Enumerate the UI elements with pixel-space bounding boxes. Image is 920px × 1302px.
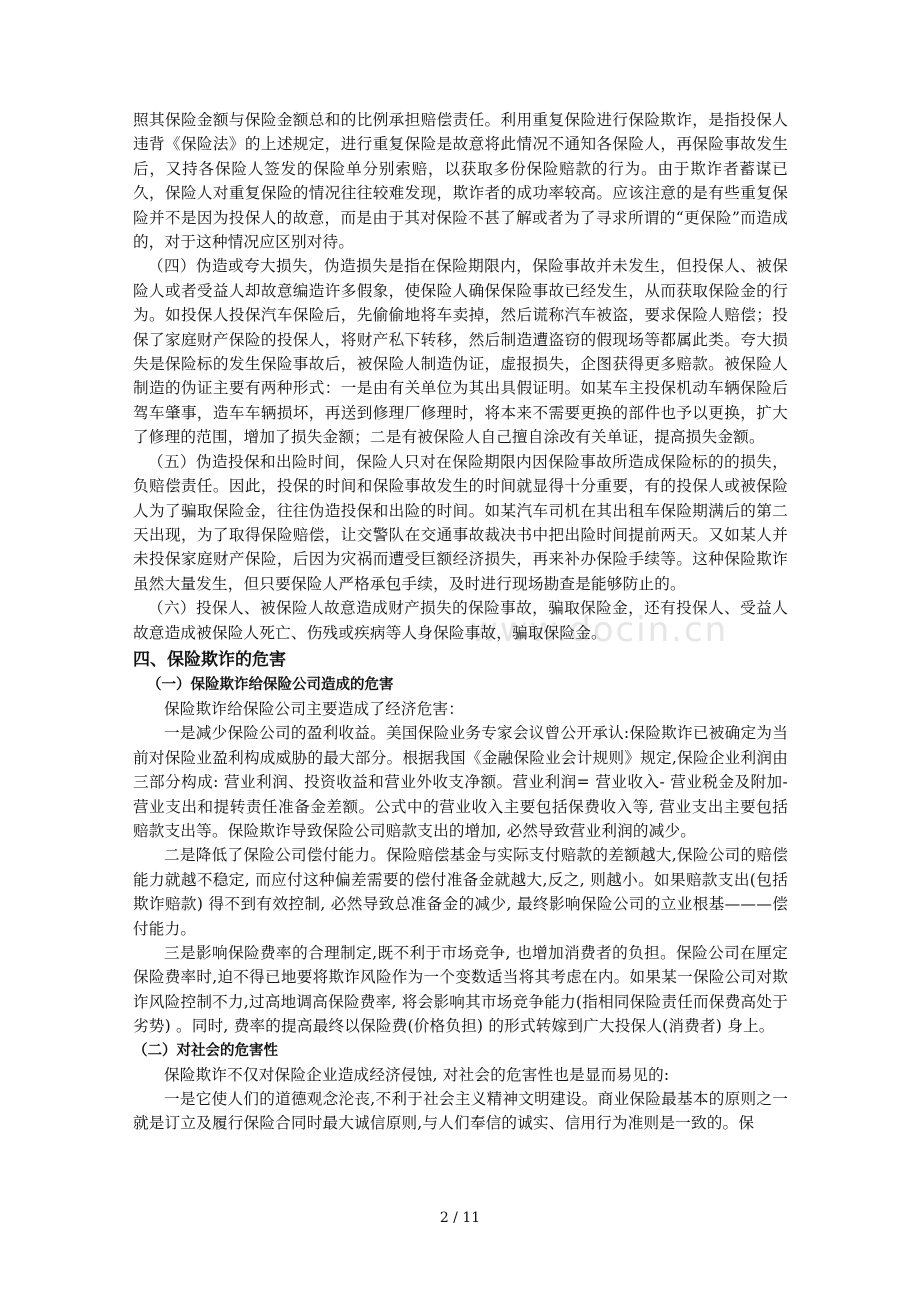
paragraph-item-5: （五）伪造投保和出险时间，保险人只对在保险期限内因保险事故所造成保险标的的损失，负赔偿责任。因此，投保的时间和保险事故发生的时间就显得十分重要，有的投保人或被保险人为了骗取保险金，往往伪造投保和出险的时间。如某汽车司机在其出租车保险期满后的第二天出现，为了取得保险赔偿，让交警队在交通事故裁决书中把出险时间提前两天。又如某人并未投保家庭财产保险，后因为灾祸而遭受巨额经济损失，再来补办保险手续等。这种保险欺诈虽然大量发生，但只要保险人严格承包手续，及时进行现场勘查是能够防止的。 bbox=[133, 452, 788, 593]
document-page bbox=[133, 108, 788, 1136]
subsection-heading-1: （一）保险欺诈给保险公司造成的危害 bbox=[147, 676, 394, 693]
paragraph-sub2-intro: 保险欺诈不仅对保险企业造成经济侵蚀, 对社会的危害性也是显而易见的: bbox=[164, 1065, 670, 1084]
page-number: 2 / 11 bbox=[439, 1210, 481, 1226]
paragraph-sub1-intro: 保险欺诈给保险公司主要造成了经济危害： bbox=[164, 699, 465, 718]
paragraph-sub1-point1: 一是减少保险公司的盈利收益。美国保险业务专家会议曾公开承认:保险欺诈已被确定为当前对保险业盈利构成威胁的最大部分。根据我国《金融保险业会计规则》规定,保险企业利润由三部分构成: 营业利润、投资收益和营业外收支净额。营业利润= 营业收入- 营业税金及附加- 营业支出和提转责任准备金差额。公式中的营业收入主要包括保费收入等, 营业支出主要包括赔款支出等。保险欺诈导致保险公司赔款支出的增加, 必然导致营业利润的减少。 bbox=[133, 724, 788, 840]
paragraph-continuation: 照其保险金额与保险金额总和的比例承担赔偿责任。利用重复保险进行保险欺诈，是指投保人违背《保险法》的上述规定，进行重复保险是故意将此情况不通知各保险人，再保险事故发生后，又持各保险人签发的保险单分别索赔，以获取多份保险赔款的行为。由于欺诈者蓄谋已久，保险人对重复保险的情况往往较难发现，欺诈者的成功率较高。应该注意的是有些重复保险并不是因为投保人的故意，而是由于其对保险不甚了解或者为了寻求所谓的“更保险”而造成的，对于这种情况应区别对待。 bbox=[133, 111, 788, 252]
subsection-heading-2: （二）对社会的危害性 bbox=[133, 1042, 278, 1059]
paragraph-sub1-point3: 三是影响保险费率的合理制定,既不利于市场竞争, 也增加消费者的负担。保险公司在厘定保险费率时,迫不得已地要将欺诈风险作为一个变数适当将其考虑在内。如果某一保险公司对欺诈风险控制不力,过高地调高保险费率, 将会影响其市场竞争能力(指相同保险责任而保费高处于劣势) 。同时, 费率的提高最终以保险费(价格负担) 的形式转嫁到广大投保人(消费者) 身上。 bbox=[133, 944, 788, 1036]
paragraph-sub2-point1: 一是它使人们的道德观念沦丧,不利于社会主义精神文明建设。商业保险最基本的原则之一就是订立及履行保险合同时最大诚信原则,与人们奉信的诚实、信用行为准则是一致的。保 bbox=[133, 1090, 788, 1133]
paragraph-item-6: （六）投保人、被保险人故意造成财产损失的保险事故，骗取保险金，还有投保人、受益人故意造成被保险人死亡、伤残或疾病等人身保险事故，骗取保险金。 bbox=[133, 599, 788, 642]
paragraph-item-4: （四）伪造或夸大损失，伪造损失是指在保险期限内，保险事故并未发生，但投保人、被保险人或者受益人却故意编造许多假象，使保险人确保保险事故已经发生，从而获取保险金的行为。如投保人投保汽车保险后，先偷偷地将车卖掉，然后谎称汽车被盗，要求保险人赔偿；投保了家庭财产保险的投保人，将财产私下转移，然后制造遭盗窃的假现场等都属此类。夸大损失是保险标的发生保险事故后，被保险人制造伪证，虚报损失，企图获得更多赔款。被保险人制造的伪证主要有两种形式：一是由有关单位为其出具假证明。如某车主投保机动车辆保险后驾车肇事，造车车辆损坏，再送到修理厂修理时，将本来不需要更换的部件也予以更换，扩大了修理的范围，增加了损失金额；二是有被保险人自己擅自涂改有关单证，提高损失金额。 bbox=[133, 257, 788, 447]
watermark: www.docin.cn bbox=[470, 610, 729, 650]
section-heading-4: 四、保险欺诈的危害 bbox=[133, 649, 286, 670]
paragraph-sub1-point2: 二是降低了保险公司偿付能力。保险赔偿基金与实际支付赔款的差额越大,保险公司的赔偿能力就越不稳定, 而应付这种偏差需要的偿付准备金就越大,反之, 则越小。如果赔款支出(包括欺诈赔款) 得不到有效控制, 必然导致总准备金的减少, 最终影响保险公司的立业根基———偿付能力。 bbox=[133, 846, 788, 938]
